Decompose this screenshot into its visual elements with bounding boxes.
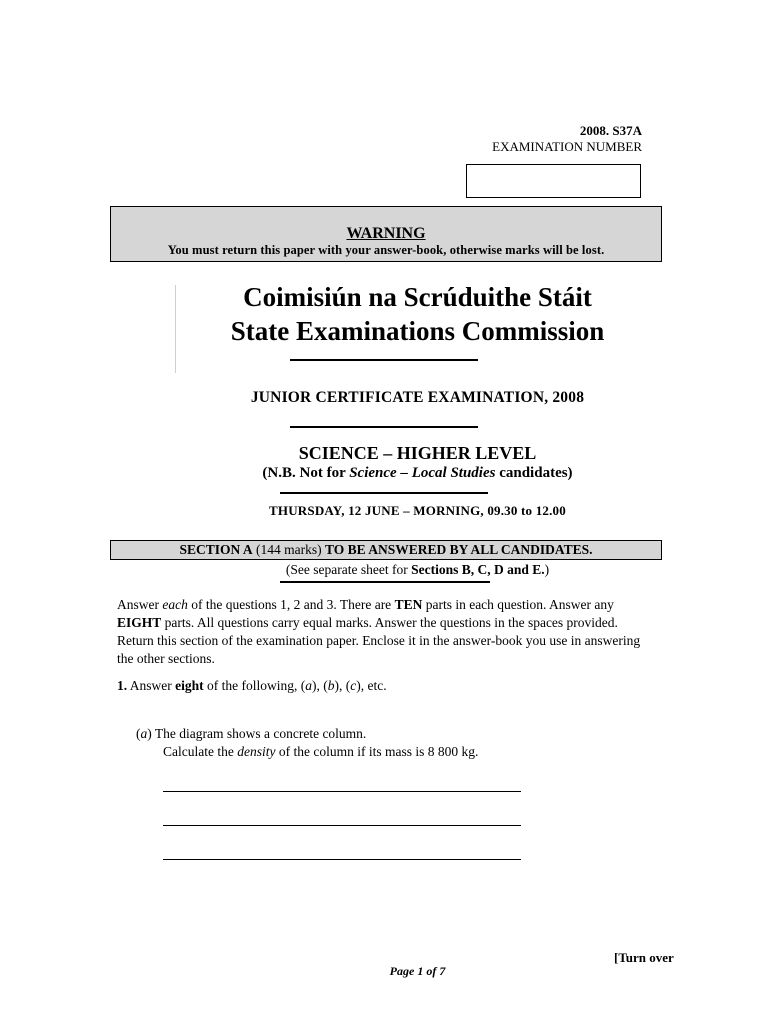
q1-b: b [327, 678, 335, 693]
examination-number-label: EXAMINATION NUMBER [492, 139, 642, 154]
answer-line[interactable] [163, 825, 521, 826]
divider [280, 581, 490, 583]
question-1a-line2 [136, 743, 478, 761]
q1-a: a [305, 678, 312, 693]
q1-eight: eight [175, 678, 204, 693]
turn-over-note: [Turn over [614, 950, 674, 965]
nb-italic: Science – Local Studies [349, 465, 496, 481]
section-a-banner [110, 540, 662, 560]
see-separate-sheet [0, 562, 770, 578]
warning-title: WARNING [346, 225, 426, 242]
section-a-marks: (144 marks) [252, 542, 325, 557]
see-suffix: ) [544, 562, 550, 577]
instr-text: parts. All questions carry equal marks. Answer the questions in the spaces provided. Return this section of the examination paper. Enclose it in the answer-book you use in answering the other sections. [117, 615, 641, 666]
answer-line[interactable] [163, 791, 521, 792]
nb-prefix: (N.B. Not for [262, 465, 350, 481]
examination-number-box[interactable] [466, 164, 641, 198]
q1-c: c [350, 678, 357, 693]
see-bold: Sections B, C, D and E. [411, 562, 545, 577]
question-1a-line1 [136, 725, 478, 743]
divider [290, 426, 478, 428]
instr-eight: EIGHT [117, 615, 162, 630]
section-a-label: SECTION A [179, 542, 253, 557]
question-1 [117, 678, 387, 694]
instr-ten: TEN [394, 597, 423, 612]
answer-line[interactable] [163, 859, 521, 860]
page-number: Page 1 of 7 [389, 964, 446, 978]
part-label-close: ) [147, 726, 152, 741]
q1-text: ), ( [311, 678, 328, 693]
question-number: 1. [117, 678, 128, 693]
exam-title: JUNIOR CERTIFICATE EXAMINATION, 2008 [250, 389, 585, 406]
nb-suffix: candidates) [495, 465, 573, 481]
warning-text: You must return this paper with your answer-book, otherwise marks will be lost. [167, 243, 605, 257]
exam-datetime: THURSDAY, 12 JUNE – MORNING, 09.30 to 12.00 [269, 503, 566, 518]
part-a-density: density [237, 744, 276, 759]
instr-text: Answer [117, 597, 163, 612]
title-irish: Coimisiún na Scrúduithe Stáit [243, 282, 592, 312]
nb-note [0, 465, 770, 482]
part-a-text: Calculate the [163, 744, 238, 759]
q1-text: ), etc. [356, 678, 387, 693]
paper-code: 2008. S37A [579, 123, 642, 138]
q1-text: of the following, ( [203, 678, 306, 693]
part-label: a [140, 726, 148, 741]
instr-text: of the questions 1, 2 and 3. There are [187, 597, 395, 612]
question-1a [136, 725, 478, 761]
q1-text: ), ( [334, 678, 351, 693]
section-a-text: TO BE ANSWERED BY ALL CANDIDATES. [324, 542, 593, 557]
part-a-text: of the column if its mass is 8 800 kg. [275, 744, 479, 759]
part-a-text: The diagram shows a concrete column. [151, 726, 367, 741]
instr-text: parts in each question. Answer any [422, 597, 614, 612]
subject-title: SCIENCE – HIGHER LEVEL [298, 443, 537, 463]
q1-text: Answer [127, 678, 176, 693]
see-prefix: (See separate sheet for [285, 562, 412, 577]
divider [290, 359, 478, 361]
divider [280, 492, 488, 494]
warning-box [110, 206, 662, 262]
title-english: State Examinations Commission [230, 316, 605, 346]
instructions-paragraph [117, 596, 657, 668]
instr-each: each [162, 597, 188, 612]
part-label-open: ( [136, 726, 141, 741]
